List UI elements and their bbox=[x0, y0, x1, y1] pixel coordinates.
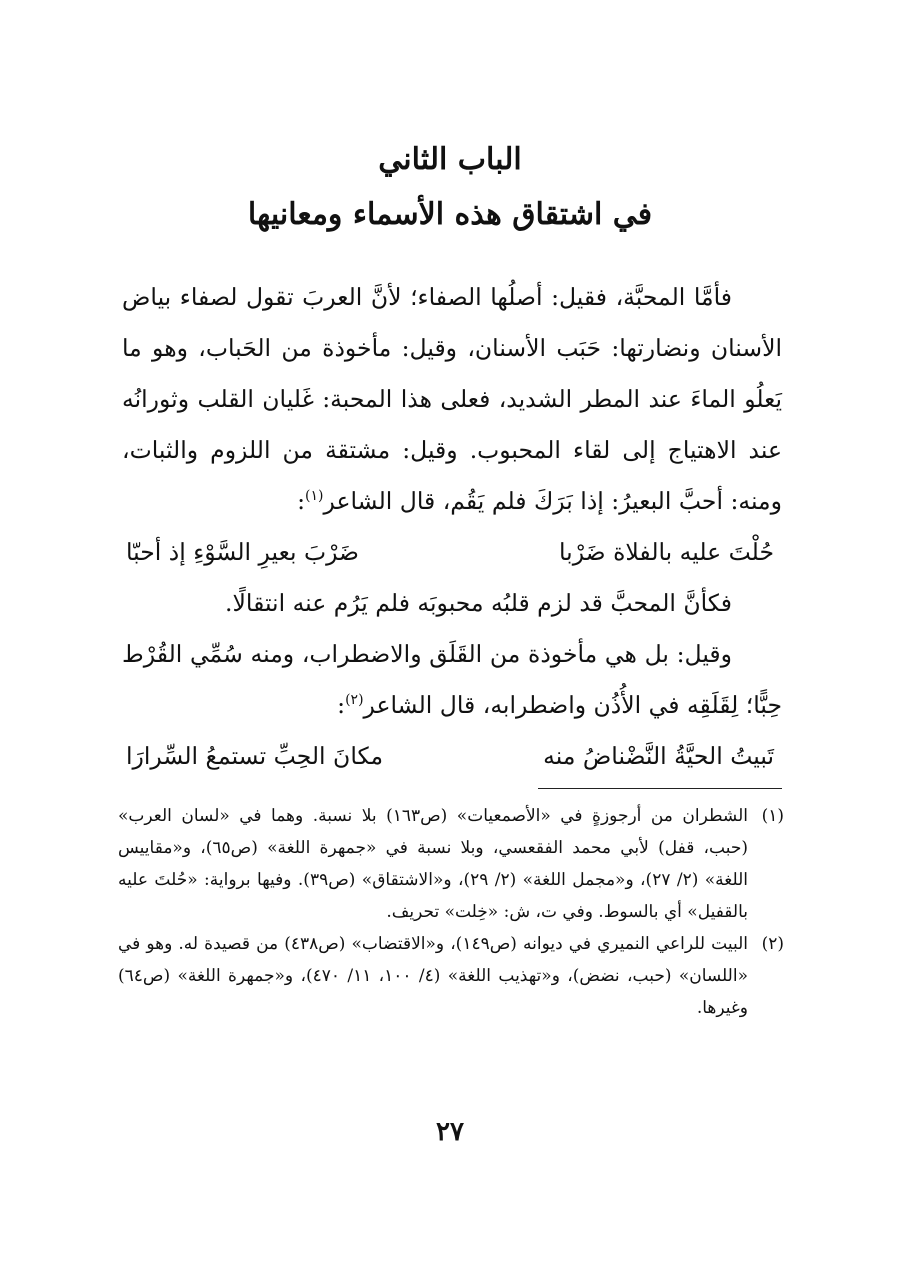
verse-second-hemistich: ضَرْبَ بعيرِ السَّوْءِ إذ أحبّا bbox=[126, 538, 360, 566]
paragraph: فكأنَّ المحبَّ قد لزم قلبُه محبوبَه فلم يَرُم عنه انتقالًا. bbox=[225, 589, 732, 617]
main-text bbox=[122, 272, 782, 782]
footnote-number: (١) bbox=[761, 806, 784, 826]
footnote-number: (٢) bbox=[761, 934, 784, 954]
verse-second-hemistich: مكانَ الحِبِّ تستمعُ السِّرارَا bbox=[126, 742, 384, 770]
punctuation: : bbox=[297, 487, 306, 515]
footnote bbox=[118, 928, 784, 1024]
paragraph-text: فأمَّا المحبَّة، فقيل: أصلُها الصفاء؛ لأنَّ العربَ تقول لصفاء بياض الأسنان ونضارتها: حَبَب الأسنان، وقيل: مأخوذة من الحَباب، وهو ما يَعلُو الماءَ عند المطر الشديد، فعلى هذا المحبة: غَليان القلب وثورانُه عند الاهتياج إلى لقاء المحبوب. وقيل: مشتقة من اللزوم والثبات، ومنه: أحبَّ البعيرُ: إذا بَرَكَ فلم يَقُم، قال الشاعر bbox=[122, 283, 782, 515]
paragraph bbox=[122, 629, 782, 731]
footnote-ref[interactable]: (١) bbox=[305, 488, 324, 505]
chapter-subtitle: في اشتقاق هذه الأسماء ومعانيها bbox=[247, 197, 653, 232]
footnote bbox=[118, 800, 784, 928]
chapter-title: الباب الثاني bbox=[378, 142, 522, 177]
verse-first-hemistich: حُلْتَ عليه بالفلاة ضَرْبا bbox=[559, 538, 774, 566]
footnotes bbox=[118, 800, 784, 1024]
poetry-verse bbox=[122, 527, 782, 578]
poetry-verse bbox=[122, 731, 782, 782]
page-number: ٢٧ bbox=[436, 1117, 464, 1147]
verse-first-hemistich: تَبيتُ الحيَّةُ النَّضْناضُ منه bbox=[543, 742, 774, 770]
footnote-divider bbox=[538, 788, 782, 789]
paragraph bbox=[122, 272, 782, 527]
footnote-ref[interactable]: (٢) bbox=[345, 692, 364, 709]
footnote-text: الشطران من أرجوزةٍ في «الأصمعيات» (ص١٦٣) بلا نسبة. وهما في «لسان العرب» (حبب، قفل) لأبي محمد الفقعسي، وبلا نسبة في «جمهرة اللغة» (ص٦٥)، و«مقاييس اللغة» (٢/ ٢٧)، و«مجمل اللغة» (٢/ ٢٩)، و«الاشتقاق» (ص٣٩). وفيها برواية: «حُلتَ عليه بالقفيل» أي بالسوط. وفي ت، ش: «خِلت» تحريف. bbox=[118, 806, 748, 922]
footnote-text: البيت للراعي النميري في ديوانه (ص١٤٩)، و«الاقتضاب» (ص٤٣٨) من قصيدة له. وهو في «اللسان» (حبب، نضض)، و«تهذيب اللغة» (٤/ ١٠٠، ١١/ ٤٧٠)، و«جمهرة اللغة» (ص٦٤) وغيرها. bbox=[118, 934, 748, 1018]
punctuation: : bbox=[337, 691, 346, 719]
paragraph-text: وقيل: بل هي مأخوذة من القَلَق والاضطراب، ومنه سُمِّي القُرْط حِبًّا؛ لِقَلَقِه في الأُذُن واضطرابه، قال الشاعر bbox=[122, 640, 782, 719]
